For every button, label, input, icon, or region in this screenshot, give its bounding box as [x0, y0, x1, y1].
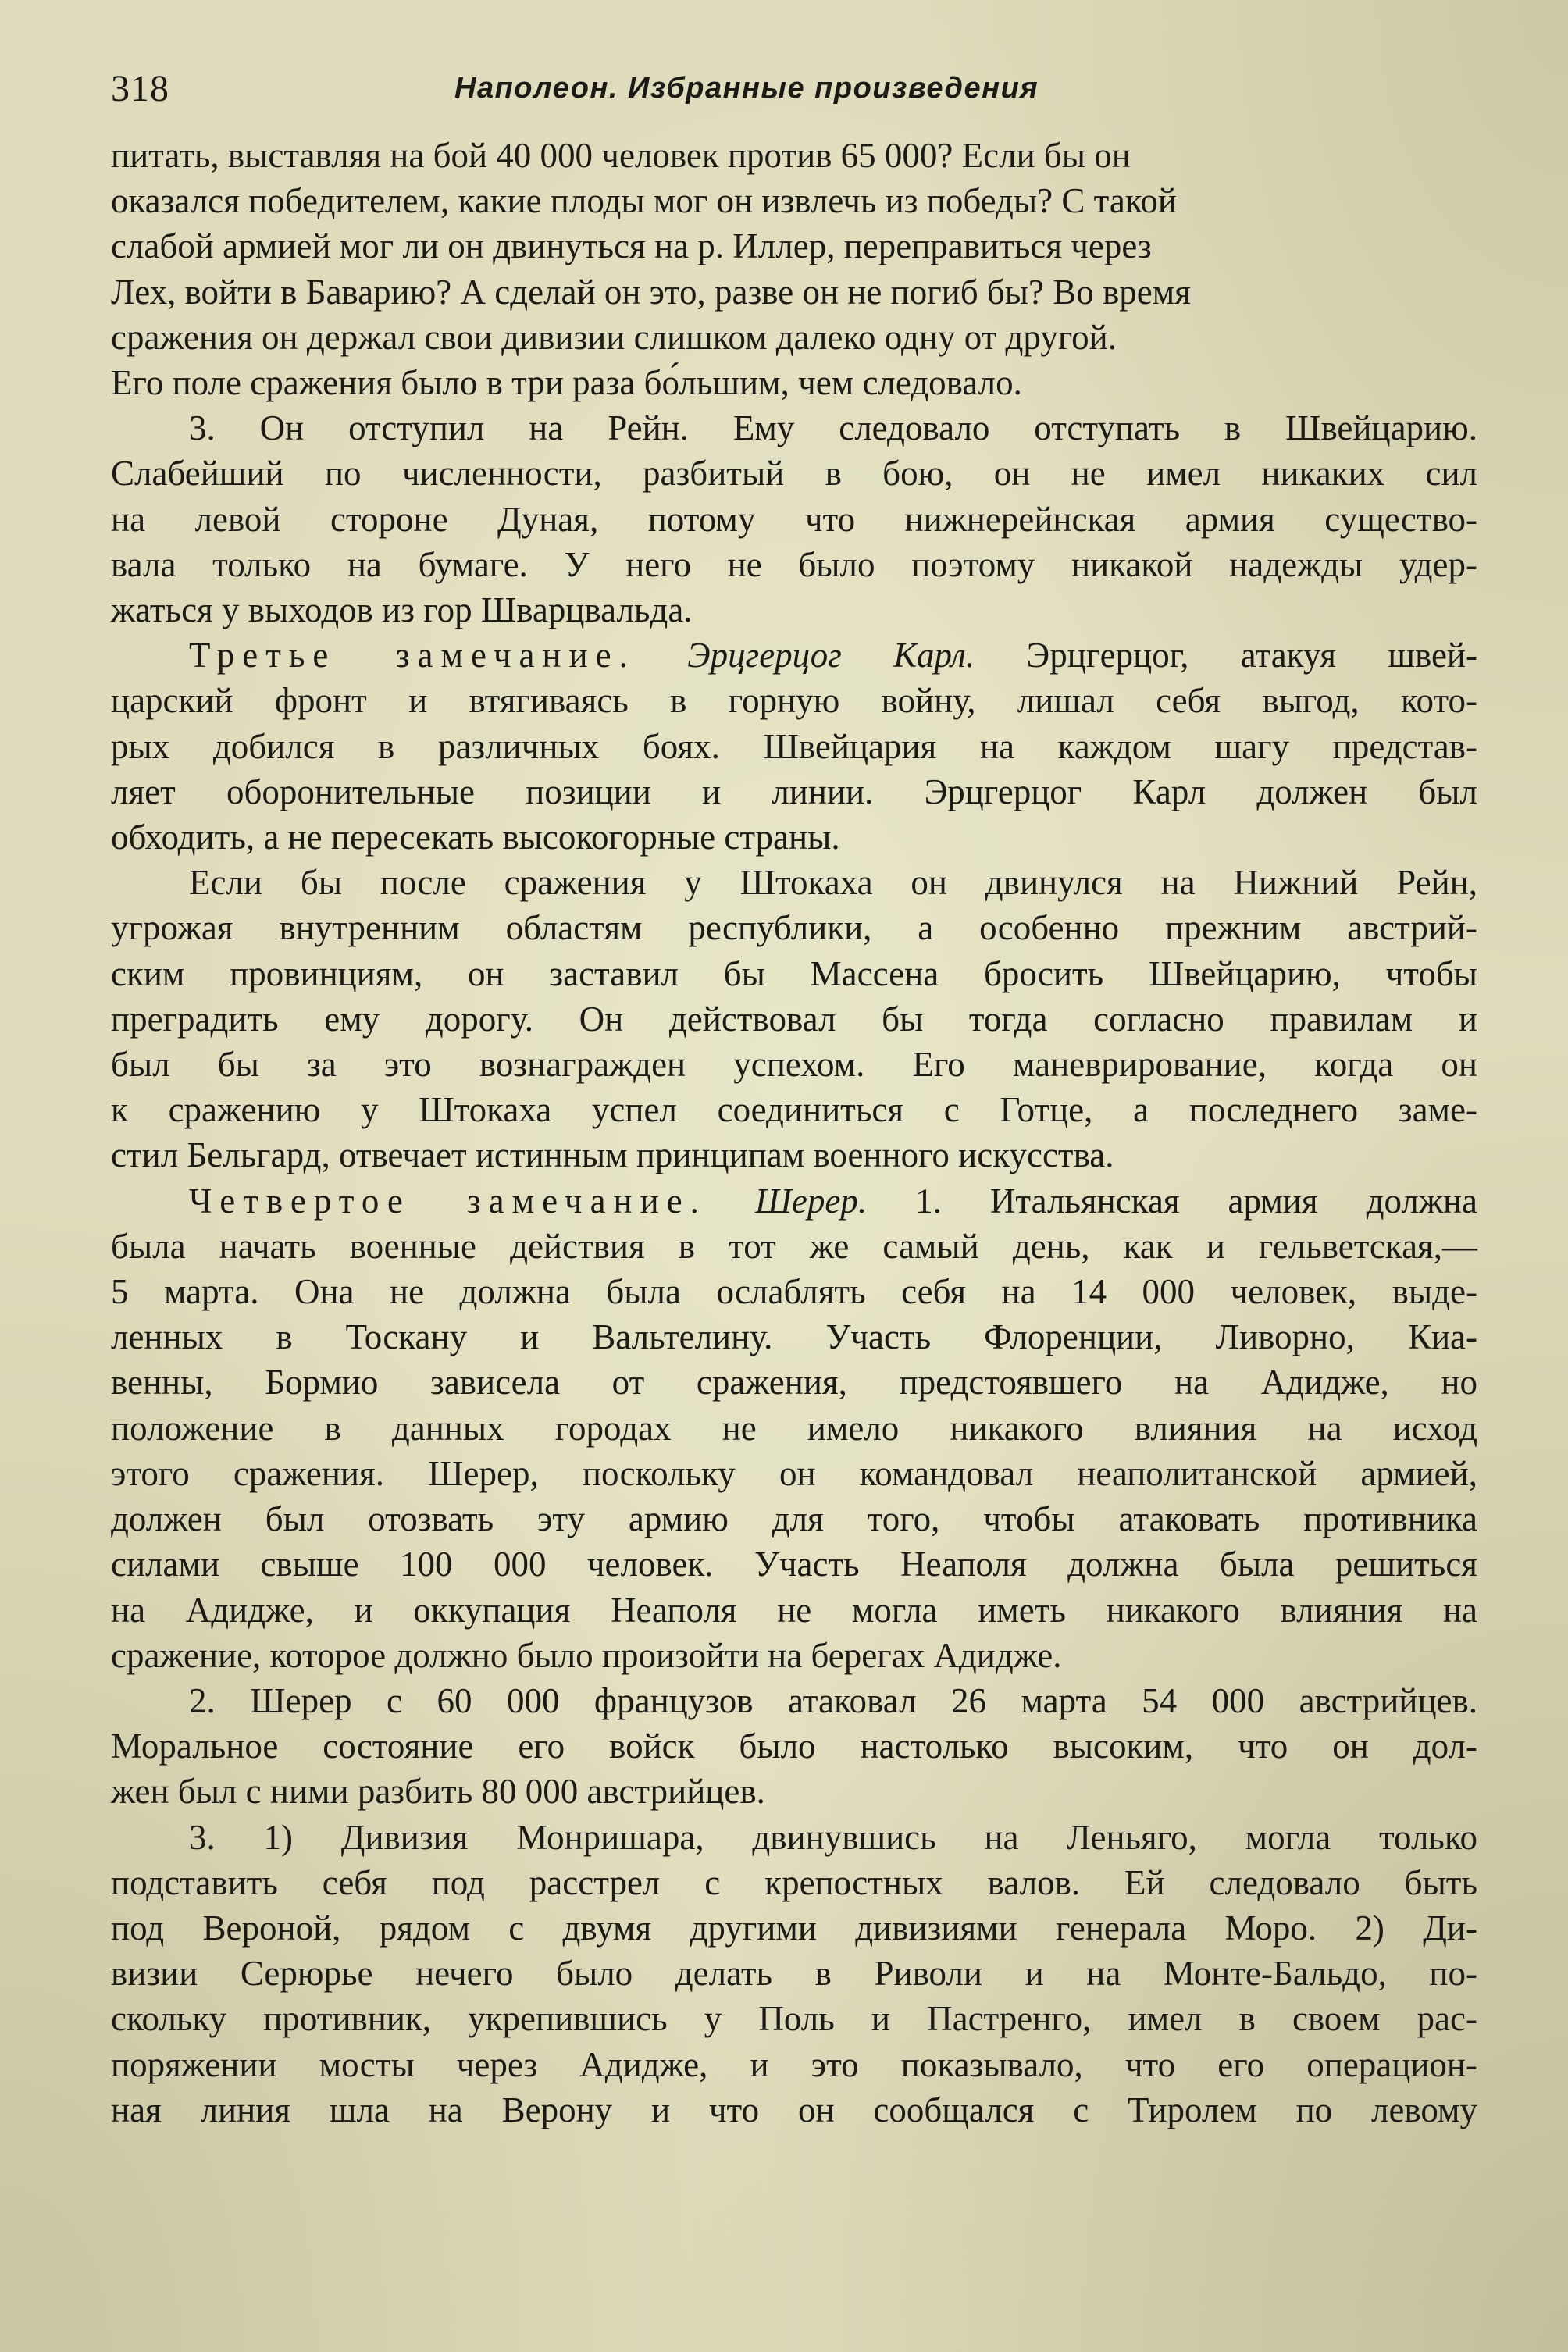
text-line: должен был отозвать эту армию для того, чтобы атаковать противника: [111, 1499, 1477, 1539]
page-number: 318: [111, 68, 169, 109]
text-line: под Вероной, рядом с двумя другими дивизиями генерала Моро. 2) Ди-: [111, 1908, 1477, 1948]
text-line: ляет оборонительные позиции и линии. Эрцгерцог Карл должен был: [111, 772, 1477, 811]
text-line: жен был с ними разбить 80 000 австрийцев.: [111, 1772, 765, 1812]
paragraph: [111, 633, 1477, 860]
text-line: Лех, войти в Баварию? А сделай он это, разве он не погиб бы? Во время: [111, 272, 1191, 312]
text-line: [111, 1178, 1477, 1224]
text-line: питать, выставляя на бой 40 000 человек против 65 000? Если бы он: [111, 136, 1131, 175]
text-line: была начать военные действия в тот же самый день, как и гельветская,—: [111, 1226, 1477, 1266]
text-line: 3. 1) Дивизия Монришара, двинувшись на Леньяго, могла только: [189, 1817, 1477, 1857]
text-line: Слабейший по численности, разбитый в бою, он не имел никаких сил: [111, 454, 1477, 494]
paragraph: [111, 1678, 1477, 1815]
text-line: оказался победителем, какие плоды мог он извлечь из победы? С такой: [111, 181, 1177, 221]
text-line: венны, Бормио зависела от сражения, предстоявшего на Адидже, но: [111, 1363, 1477, 1402]
text-fragment: Эрцгерцог, атакуя швей-: [975, 636, 1477, 675]
text-line: рых добился в различных боях. Швейцария на каждом шагу представ-: [111, 726, 1477, 766]
text-line: преградить ему дорогу. Он действовал бы тогда согласно правилам и: [111, 999, 1477, 1039]
text-line: подставить себя под расстрел с крепостных валов. Ей следовало быть: [111, 1862, 1477, 1902]
commander-name: Шерер.: [754, 1181, 868, 1221]
text-line: сражение, которое должно было произойти на берегах Адидже.: [111, 1635, 1062, 1675]
paragraph: [111, 405, 1477, 633]
text-line: жаться у выходов из гор Шварцвальда.: [111, 590, 693, 630]
remark-heading: Третье замечание.: [189, 636, 636, 675]
text-line: сражения он держал свои дивизии слишком далеко одну от другой.: [111, 317, 1117, 357]
running-head: Наполеон. Избранные произведения: [454, 72, 1039, 105]
text-line: 3. Он отступил на Рейн. Ему следовало отступать в Швейцарию.: [189, 408, 1477, 448]
paragraph: [111, 860, 1477, 1178]
remark-heading: Четвертое замечание.: [189, 1181, 707, 1221]
body-text: [111, 133, 1477, 2133]
text-line: царский фронт и втягиваясь в горную войну, лишал себя выгод, кото-: [111, 681, 1477, 721]
text-line: 5 марта. Она не должна была ослаблять себя на 14 000 человек, выде-: [111, 1272, 1477, 1312]
text-line: вала только на бумаге. У него не было поэтому никакой надежды удер-: [111, 544, 1477, 584]
paragraph: [111, 1178, 1477, 1678]
paragraph: [111, 133, 1477, 405]
text-fragment: 1. Итальянская армия должна: [867, 1181, 1478, 1221]
text-line: ским провинциям, он заставил бы Массена бросить Швейцарию, чтобы: [111, 953, 1477, 993]
text-line: угрожая внутренним областям республики, а особенно прежним австрий-: [111, 908, 1477, 948]
book-page: [111, 61, 1477, 2133]
text-line: на левой стороне Дуная, потому что нижнерейнская армия существо-: [111, 499, 1477, 539]
commander-name: Эрцгерцог Карл.: [687, 636, 975, 675]
text-line: обходить, а не пересекать высокогорные страны.: [111, 818, 840, 857]
text-line: этого сражения. Шерер, поскольку он командовал неаполитанской армией,: [111, 1453, 1477, 1493]
text-line: силами свыше 100 000 человек. Участь Неаполя должна была решиться: [111, 1545, 1477, 1584]
text-line: визии Серюрье нечего было делать в Риволи и на Монте-Бальдо, по-: [111, 1954, 1477, 1994]
text-line: к сражению у Штокаха успел соединиться с Готце, а последнего заме-: [111, 1090, 1477, 1130]
page-header: [111, 61, 1477, 117]
text-line: ленных в Тоскану и Вальтелину. Участь Флоренции, Ливорно, Киа-: [111, 1317, 1477, 1357]
text-line: ная линия шла на Верону и что он сообщался с Тиролем по левому: [111, 2090, 1477, 2129]
text-line: поряжении мосты через Адидже, и это показывало, что его операцион-: [111, 2044, 1477, 2084]
text-line: слабой армией мог ли он двинуться на р. Иллер, переправиться через: [111, 226, 1152, 266]
text-line: 2. Шерер с 60 000 французов атаковал 26 марта 54 000 австрийцев.: [189, 1680, 1477, 1720]
text-line: был бы за это вознагражден успехом. Его маневрирование, когда он: [111, 1045, 1477, 1085]
text-line: положение в данных городах не имело никакого влияния на исход: [111, 1408, 1477, 1448]
text-line: Моральное состояние его войск было настолько высоким, что он дол-: [111, 1727, 1477, 1766]
text-line: Его поле сражения было в три раза бо́льшим, чем следовало.: [111, 363, 1022, 403]
text-line: на Адидже, и оккупация Неаполя не могла иметь никакого влияния на: [111, 1590, 1477, 1630]
paragraph: [111, 1815, 1477, 2133]
text-line: Если бы после сражения у Штокаха он двинулся на Нижний Рейн,: [189, 863, 1477, 903]
text-line: стил Бельгард, отвечает истинным принципам военного искусства.: [111, 1135, 1114, 1175]
text-line: [111, 633, 1477, 678]
text-line: скольку противник, укрепившись у Поль и Пастренго, имел в своем рас-: [111, 1999, 1477, 2039]
